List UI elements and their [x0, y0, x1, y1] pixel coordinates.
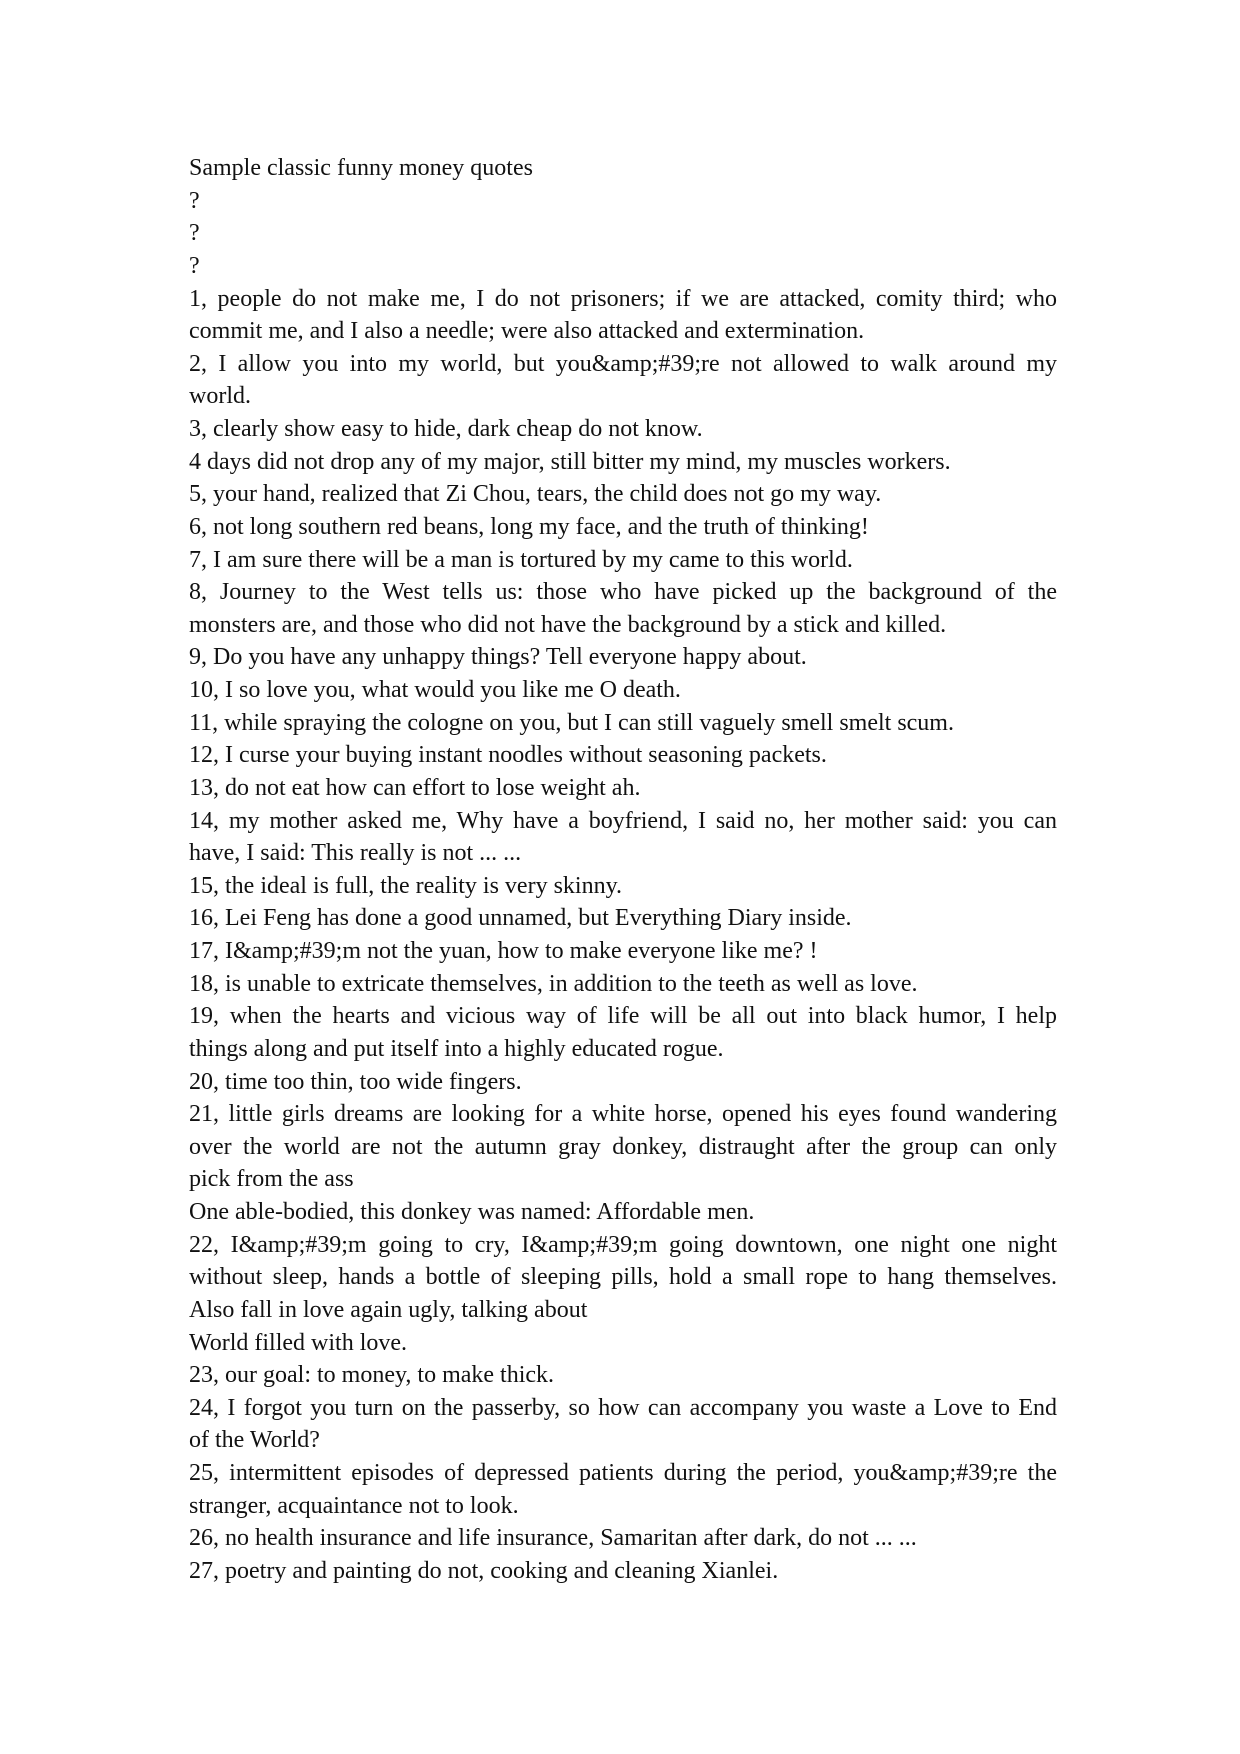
quote-line: 15, the ideal is full, the reality is very skinny. — [189, 872, 623, 899]
quote-line: 1, people do not make me, I do not prisoners; if we are attacked, comity third; who — [189, 285, 1057, 312]
quote-item — [189, 1522, 1057, 1555]
quote-line: world. — [189, 383, 251, 410]
quote-line: 14, my mother asked me, Why have a boyfriend, I said no, her mother said: you can — [189, 807, 1057, 834]
quote-item — [189, 283, 1057, 348]
quote-line: of the World? — [189, 1427, 320, 1454]
quote-line: 7, I am sure there will be a man is tortured by my came to this world. — [189, 546, 853, 573]
quote-item — [189, 968, 1057, 1001]
quote-line: 4 days did not drop any of my major, still bitter my mind, my muscles workers. — [189, 448, 951, 475]
quote-line: 2, I allow you into my world, but you&amp;#39;re not allowed to walk around my — [189, 350, 1057, 377]
quote-item — [189, 348, 1057, 413]
quote-line: One able-bodied, this donkey was named: Affordable men. — [189, 1199, 755, 1225]
quote-line: 16, Lei Feng has done a good unnamed, but Everything Diary inside. — [189, 905, 852, 932]
quote-item — [189, 641, 1057, 674]
quote-line: 9, Do you have any unhappy things? Tell everyone happy about. — [189, 644, 807, 671]
quote-line: 27, poetry and painting do not, cooking and cleaning Xianlei. — [189, 1557, 779, 1584]
quote-line: without sleep, hands a bottle of sleeping pills, hold a small rope to hang themselves. — [189, 1264, 1057, 1291]
quote-line: 11, while spraying the cologne on you, but I can still vaguely smell smelt scum. — [189, 709, 954, 736]
quote-line: 23, our goal: to money, to make thick. — [189, 1362, 555, 1389]
quote-item — [189, 478, 1057, 511]
quote-item — [189, 1229, 1057, 1360]
quote-line: Also fall in love again ugly, talking about — [189, 1296, 588, 1323]
quote-line: 17, I&amp;#39;m not the yuan, how to make everyone like me? ! — [189, 938, 818, 964]
quote-line: 20, time too thin, too wide fingers. — [189, 1068, 522, 1095]
quote-line: commit me, and I also a needle; were also attacked and extermination. — [189, 318, 865, 345]
quote-line: have, I said: This really is not ... ... — [189, 840, 522, 867]
quote-item — [189, 1066, 1057, 1099]
quote-line: World filled with love. — [189, 1329, 408, 1356]
quote-item — [189, 1000, 1057, 1065]
quote-line: pick from the ass — [189, 1166, 354, 1193]
quote-line: 21, little girls dreams are looking for a white horse, opened his eyes found wandering — [189, 1101, 1057, 1128]
quote-item — [189, 544, 1057, 577]
quote-line: over the world are not the autumn gray donkey, distraught after the group can only — [189, 1133, 1057, 1160]
quote-line: 19, when the hearts and vicious way of life will be all out into black humor, I help — [189, 1003, 1057, 1030]
quote-line: 25, intermittent episodes of depressed patients during the period, you&amp;#39;re the — [189, 1460, 1057, 1486]
quote-item — [189, 772, 1057, 805]
quote-item — [189, 805, 1057, 870]
quote-item — [189, 511, 1057, 544]
quote-line: 6, not long southern red beans, long my face, and the truth of thinking! — [189, 513, 869, 540]
quote-item — [189, 1392, 1057, 1457]
quote-line: 13, do not eat how can effort to lose weight ah. — [189, 774, 641, 801]
document-body — [189, 152, 1057, 1588]
quote-item — [189, 1359, 1057, 1392]
quote-line: 8, Journey to the West tells us: those who have picked up the background of the — [189, 579, 1057, 606]
quote-line: things along and put itself into a highly educated rogue. — [189, 1035, 724, 1062]
quote-line: 26, no health insurance and life insurance, Samaritan after dark, do not ... ... — [189, 1525, 917, 1552]
question-marker: ? — [189, 187, 200, 214]
quote-line: 18, is unable to extricate themselves, in addition to the teeth as well as love. — [189, 970, 918, 997]
question-marker: ? — [189, 220, 200, 247]
quote-line: monsters are, and those who did not have the background by a stick and killed. — [189, 611, 947, 638]
quote-item — [189, 870, 1057, 903]
quote-item — [189, 902, 1057, 935]
quote-line: 5, your hand, realized that Zi Chou, tears, the child does not go my way. — [189, 481, 882, 508]
quote-item — [189, 1098, 1057, 1229]
quote-item — [189, 1555, 1057, 1588]
quote-line: 3, clearly show easy to hide, dark cheap do not know. — [189, 416, 703, 442]
quote-line: 12, I curse your buying instant noodles without seasoning packets. — [189, 742, 827, 769]
quote-item — [189, 1457, 1057, 1522]
quote-line: 24, I forgot you turn on the passerby, so how can accompany you waste a Love to End — [189, 1394, 1057, 1421]
quote-line: stranger, acquaintance not to look. — [189, 1492, 519, 1519]
quote-item — [189, 707, 1057, 740]
quote-item — [189, 739, 1057, 772]
quote-item — [189, 413, 1057, 446]
quote-item — [189, 446, 1057, 479]
quote-item — [189, 935, 1057, 968]
document-title: Sample classic funny money quotes — [189, 155, 533, 181]
quote-item — [189, 576, 1057, 641]
question-marker: ? — [189, 252, 200, 279]
quote-line: 22, I&amp;#39;m going to cry, I&amp;#39;m going downtown, one night one night — [189, 1231, 1057, 1258]
quote-line: 10, I so love you, what would you like me O death. — [189, 677, 681, 703]
quote-item — [189, 674, 1057, 707]
quote-list — [189, 283, 1057, 1588]
